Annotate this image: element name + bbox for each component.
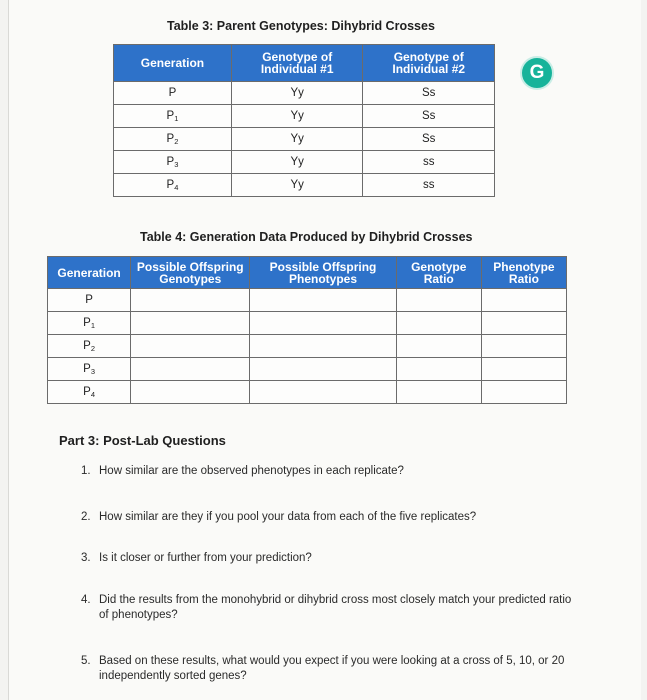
genotype-individual2-cell: Ss [363, 82, 495, 105]
table4-header-genotype-ratio: Genotype Ratio [396, 257, 481, 289]
offspring-genotypes-cell[interactable] [131, 358, 250, 381]
table-row [48, 312, 567, 335]
generation-cell [48, 358, 131, 381]
generation-subscript: 3 [90, 366, 95, 376]
table-row [114, 82, 495, 105]
generation-label: P [166, 132, 175, 145]
offspring-genotypes-cell[interactable] [131, 312, 250, 335]
genotype-individual1-cell: Yy [231, 105, 363, 128]
genotype-individual2-cell: ss [363, 174, 495, 197]
table4-header-row [48, 257, 567, 289]
genotype-individual2-cell: Ss [363, 105, 495, 128]
phenotype-ratio-cell[interactable] [481, 312, 566, 335]
grammarly-icon[interactable] [520, 56, 554, 90]
generation-subscript: 3 [174, 159, 179, 169]
offspring-phenotypes-cell[interactable] [250, 312, 396, 335]
generation-label: P [166, 178, 175, 191]
genotype-individual1-cell: Yy [231, 128, 363, 151]
parent-genotypes-table [113, 44, 495, 197]
question-number: 4. [81, 594, 91, 606]
question-item [81, 510, 576, 525]
table-row [114, 128, 495, 151]
generation-cell [114, 128, 232, 151]
genotype-individual1-cell: Yy [231, 174, 363, 197]
question-number: 3. [81, 552, 91, 564]
question-item [81, 464, 576, 479]
generation-cell [48, 312, 131, 335]
generation-data-table [47, 256, 567, 404]
generation-subscript: 2 [90, 343, 95, 353]
generation-label: P [168, 87, 177, 99]
table-row [114, 174, 495, 197]
table4-header-phenotype-ratio: Phenotype Ratio [481, 257, 566, 289]
part3-title: Part 3: Post-Lab Questions [59, 433, 226, 448]
genotype-ratio-cell[interactable] [396, 381, 481, 404]
question-number: 2. [81, 511, 91, 523]
generation-cell [48, 289, 131, 312]
genotype-ratio-cell[interactable] [396, 312, 481, 335]
table3-caption: Table 3: Parent Genotypes: Dihybrid Crosses [167, 19, 435, 33]
question-text: How similar are the observed phenotypes in each replicate? [99, 465, 404, 477]
phenotype-ratio-cell[interactable] [481, 358, 566, 381]
generation-label: P [83, 362, 91, 375]
generation-subscript: 4 [174, 182, 179, 192]
generation-label: P [83, 339, 91, 352]
genotype-ratio-cell[interactable] [396, 289, 481, 312]
question-item [81, 654, 576, 684]
generation-cell [114, 82, 232, 105]
genotype-individual2-cell: ss [363, 151, 495, 174]
generation-cell [114, 105, 232, 128]
offspring-phenotypes-cell[interactable] [250, 358, 396, 381]
generation-cell [48, 335, 131, 358]
table4-caption: Table 4: Generation Data Produced by Dihybrid Crosses [140, 230, 473, 244]
table-row [48, 358, 567, 381]
table-row [48, 381, 567, 404]
table3-header-individual1: Genotype of Individual #1 [231, 45, 363, 82]
generation-label: P [166, 155, 175, 168]
question-number: 5. [81, 655, 91, 667]
table3-header-individual2: Genotype of Individual #2 [363, 45, 495, 82]
genotype-individual1-cell: Yy [231, 82, 363, 105]
phenotype-ratio-cell[interactable] [481, 289, 566, 312]
generation-subscript: 2 [174, 136, 179, 146]
genotype-ratio-cell[interactable] [396, 358, 481, 381]
generation-label: P [166, 109, 175, 122]
generation-subscript: 1 [90, 320, 95, 330]
table4-header-generation: Generation [48, 257, 131, 289]
question-text: How similar are they if you pool your data from each of the five replicates? [99, 511, 477, 523]
offspring-genotypes-cell[interactable] [131, 289, 250, 312]
table4-header-phenotypes: Possible Offspring Phenotypes [250, 257, 396, 289]
table3-header-row [114, 45, 495, 82]
generation-cell [114, 151, 232, 174]
phenotype-ratio-cell[interactable] [481, 335, 566, 358]
generation-cell [114, 174, 232, 197]
question-item [81, 593, 576, 623]
table-row [48, 335, 567, 358]
offspring-genotypes-cell[interactable] [131, 381, 250, 404]
table-row [48, 289, 567, 312]
document-page [8, 0, 641, 700]
table3-header-generation: Generation [114, 45, 232, 82]
table4-header-genotypes: Possible Offspring Genotypes [131, 257, 250, 289]
table-row [114, 105, 495, 128]
generation-subscript: 1 [174, 113, 179, 123]
genotype-individual2-cell: Ss [363, 128, 495, 151]
question-item [81, 551, 576, 566]
question-text: Based on these results, what would you expect if you were looking at a cross of 5, 10, or 20 independently sorted genes? [99, 655, 565, 682]
generation-label: P [83, 316, 91, 329]
question-text: Is it closer or further from your prediction? [99, 552, 312, 564]
genotype-ratio-cell[interactable] [396, 335, 481, 358]
table-row [114, 151, 495, 174]
offspring-genotypes-cell[interactable] [131, 335, 250, 358]
offspring-phenotypes-cell[interactable] [250, 289, 396, 312]
phenotype-ratio-cell[interactable] [481, 381, 566, 404]
offspring-phenotypes-cell[interactable] [250, 335, 396, 358]
offspring-phenotypes-cell[interactable] [250, 381, 396, 404]
generation-label: P [85, 294, 93, 306]
question-number: 1. [81, 465, 91, 477]
genotype-individual1-cell: Yy [231, 151, 363, 174]
grammarly-letter: G [529, 62, 545, 83]
question-text: Did the results from the monohybrid or dihybrid cross most closely match your predicted ratio of phenotypes? [99, 594, 572, 621]
generation-subscript: 4 [90, 389, 95, 399]
generation-cell [48, 381, 131, 404]
generation-label: P [83, 385, 91, 398]
